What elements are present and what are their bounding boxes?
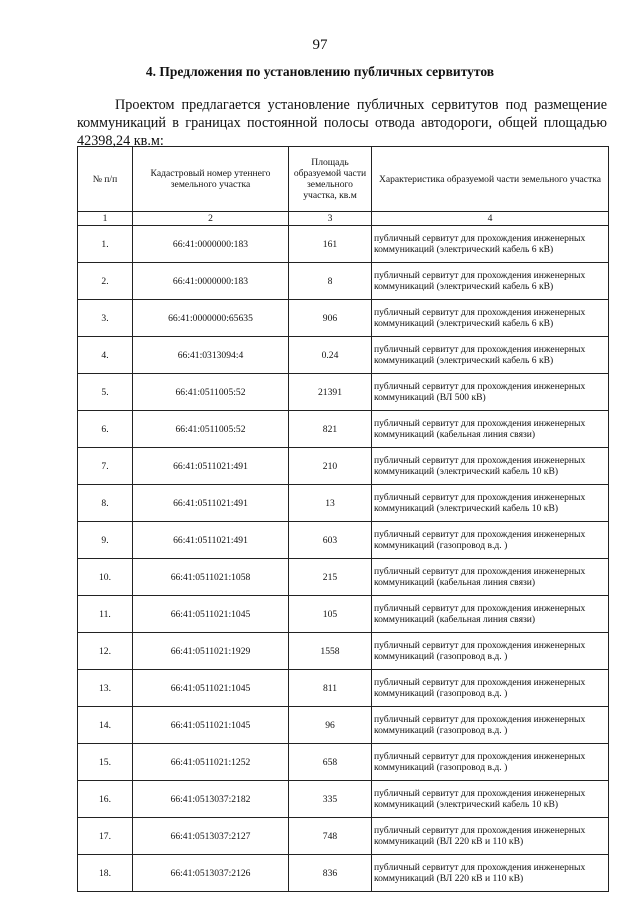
cadastral-number: 66:41:0511005:52 [133, 411, 289, 448]
row-number: 4. [78, 337, 133, 374]
area-value: 13 [289, 485, 372, 522]
area-value: 8 [289, 263, 372, 300]
area-value: 748 [289, 818, 372, 855]
cadastral-number: 66:41:0511005:52 [133, 374, 289, 411]
row-number: 1. [78, 226, 133, 263]
column-number: 1 [78, 212, 133, 226]
cadastral-number: 66:41:0511021:491 [133, 448, 289, 485]
table-row [78, 411, 609, 448]
characteristic-text: публичный сервитут для прохождения инженерных коммуникаций (электрический кабель 10 кВ) [372, 448, 609, 485]
area-value: 105 [289, 596, 372, 633]
characteristic-text: публичный сервитут для прохождения инженерных коммуникаций (электрический кабель 10 кВ) [372, 485, 609, 522]
header-characteristic: Характеристика образуемой части земельного участка [372, 147, 609, 212]
column-number: 4 [372, 212, 609, 226]
table-row [78, 263, 609, 300]
cadastral-number: 66:41:0511021:1929 [133, 633, 289, 670]
cadastral-number: 66:41:0513037:2182 [133, 781, 289, 818]
characteristic-text: публичный сервитут для прохождения инженерных коммуникаций (газопровод в.д. ) [372, 707, 609, 744]
cadastral-number: 66:41:0511021:1252 [133, 744, 289, 781]
characteristic-text: публичный сервитут для прохождения инженерных коммуникаций (кабельная линия связи) [372, 596, 609, 633]
row-number: 11. [78, 596, 133, 633]
table-row [78, 670, 609, 707]
row-number: 8. [78, 485, 133, 522]
table-header-row [78, 147, 609, 212]
table-row [78, 855, 609, 892]
table-row [78, 374, 609, 411]
row-number: 14. [78, 707, 133, 744]
header-cadastral: Кадастровый номер утеннего земельного участка [133, 147, 289, 212]
table-row [78, 596, 609, 633]
characteristic-text: публичный сервитут для прохождения инженерных коммуникаций (электрический кабель 6 кВ) [372, 337, 609, 374]
area-value: 335 [289, 781, 372, 818]
header-area: Площадь образуемой части земельного участка, кв.м [289, 147, 372, 212]
characteristic-text: публичный сервитут для прохождения инженерных коммуникаций (ВЛ 220 кВ и 110 кВ) [372, 818, 609, 855]
cadastral-number: 66:41:0513037:2127 [133, 818, 289, 855]
area-value: 96 [289, 707, 372, 744]
row-number: 15. [78, 744, 133, 781]
page-number: 97 [312, 37, 328, 53]
table-row [78, 781, 609, 818]
row-number: 18. [78, 855, 133, 892]
area-value: 161 [289, 226, 372, 263]
cadastral-number: 66:41:0511021:1058 [133, 559, 289, 596]
row-number: 13. [78, 670, 133, 707]
area-value: 811 [289, 670, 372, 707]
cadastral-number: 66:41:0313094:4 [133, 337, 289, 374]
table-row [78, 300, 609, 337]
cadastral-number: 66:41:0000000:183 [133, 226, 289, 263]
row-number: 2. [78, 263, 133, 300]
table-row [78, 818, 609, 855]
area-value: 603 [289, 522, 372, 559]
characteristic-text: публичный сервитут для прохождения инженерных коммуникаций (электрический кабель 6 кВ) [372, 263, 609, 300]
characteristic-text: публичный сервитут для прохождения инженерных коммуникаций (кабельная линия связи) [372, 411, 609, 448]
area-value: 821 [289, 411, 372, 448]
cadastral-number: 66:41:0511021:1045 [133, 707, 289, 744]
row-number: 12. [78, 633, 133, 670]
table-row [78, 633, 609, 670]
table-row [78, 707, 609, 744]
characteristic-text: публичный сервитут для прохождения инженерных коммуникаций (электрический кабель 6 кВ) [372, 300, 609, 337]
row-number: 9. [78, 522, 133, 559]
characteristic-text: публичный сервитут для прохождения инженерных коммуникаций (газопровод в.д. ) [372, 522, 609, 559]
easements-table [77, 146, 609, 892]
table-row [78, 744, 609, 781]
area-value: 1558 [289, 633, 372, 670]
row-number: 6. [78, 411, 133, 448]
header-number: № п/п [78, 147, 133, 212]
row-number: 5. [78, 374, 133, 411]
area-value: 658 [289, 744, 372, 781]
row-number: 10. [78, 559, 133, 596]
cadastral-number: 66:41:0000000:65635 [133, 300, 289, 337]
column-number: 3 [289, 212, 372, 226]
row-number: 17. [78, 818, 133, 855]
table-body [78, 226, 609, 892]
characteristic-text: публичный сервитут для прохождения инженерных коммуникаций (кабельная линия связи) [372, 559, 609, 596]
table-row [78, 448, 609, 485]
row-number: 7. [78, 448, 133, 485]
table-row [78, 337, 609, 374]
cadastral-number: 66:41:0511021:491 [133, 522, 289, 559]
table-row [78, 485, 609, 522]
area-value: 21391 [289, 374, 372, 411]
table-row [78, 226, 609, 263]
intro-paragraph: Проектом предлагается установление публичных сервитутов под размещение коммуникаций в границах постоянной полосы отвода автодороги, общей площадью 42398,24 кв.м: [77, 97, 607, 149]
characteristic-text: публичный сервитут для прохождения инженерных коммуникаций (газопровод в.д. ) [372, 744, 609, 781]
cadastral-number: 66:41:0511021:1045 [133, 596, 289, 633]
area-value: 0.24 [289, 337, 372, 374]
area-value: 906 [289, 300, 372, 337]
row-number: 16. [78, 781, 133, 818]
area-value: 836 [289, 855, 372, 892]
area-value: 210 [289, 448, 372, 485]
table-row [78, 559, 609, 596]
characteristic-text: публичный сервитут для прохождения инженерных коммуникаций (электрический кабель 6 кВ) [372, 226, 609, 263]
area-value: 215 [289, 559, 372, 596]
cadastral-number: 66:41:0513037:2126 [133, 855, 289, 892]
characteristic-text: публичный сервитут для прохождения инженерных коммуникаций (газопровод в.д. ) [372, 670, 609, 707]
section-heading: 4. Предложения по установлению публичных сервитутов [145, 64, 495, 79]
cadastral-number: 66:41:0511021:1045 [133, 670, 289, 707]
column-number: 2 [133, 212, 289, 226]
characteristic-text: публичный сервитут для прохождения инженерных коммуникаций (ВЛ 220 кВ и 110 кВ) [372, 855, 609, 892]
characteristic-text: публичный сервитут для прохождения инженерных коммуникаций (электрический кабель 10 кВ) [372, 781, 609, 818]
column-number-row [78, 212, 609, 226]
cadastral-number: 66:41:0000000:183 [133, 263, 289, 300]
characteristic-text: публичный сервитут для прохождения инженерных коммуникаций (ВЛ 500 кВ) [372, 374, 609, 411]
row-number: 3. [78, 300, 133, 337]
table-row [78, 522, 609, 559]
characteristic-text: публичный сервитут для прохождения инженерных коммуникаций (газопровод в.д. ) [372, 633, 609, 670]
cadastral-number: 66:41:0511021:491 [133, 485, 289, 522]
